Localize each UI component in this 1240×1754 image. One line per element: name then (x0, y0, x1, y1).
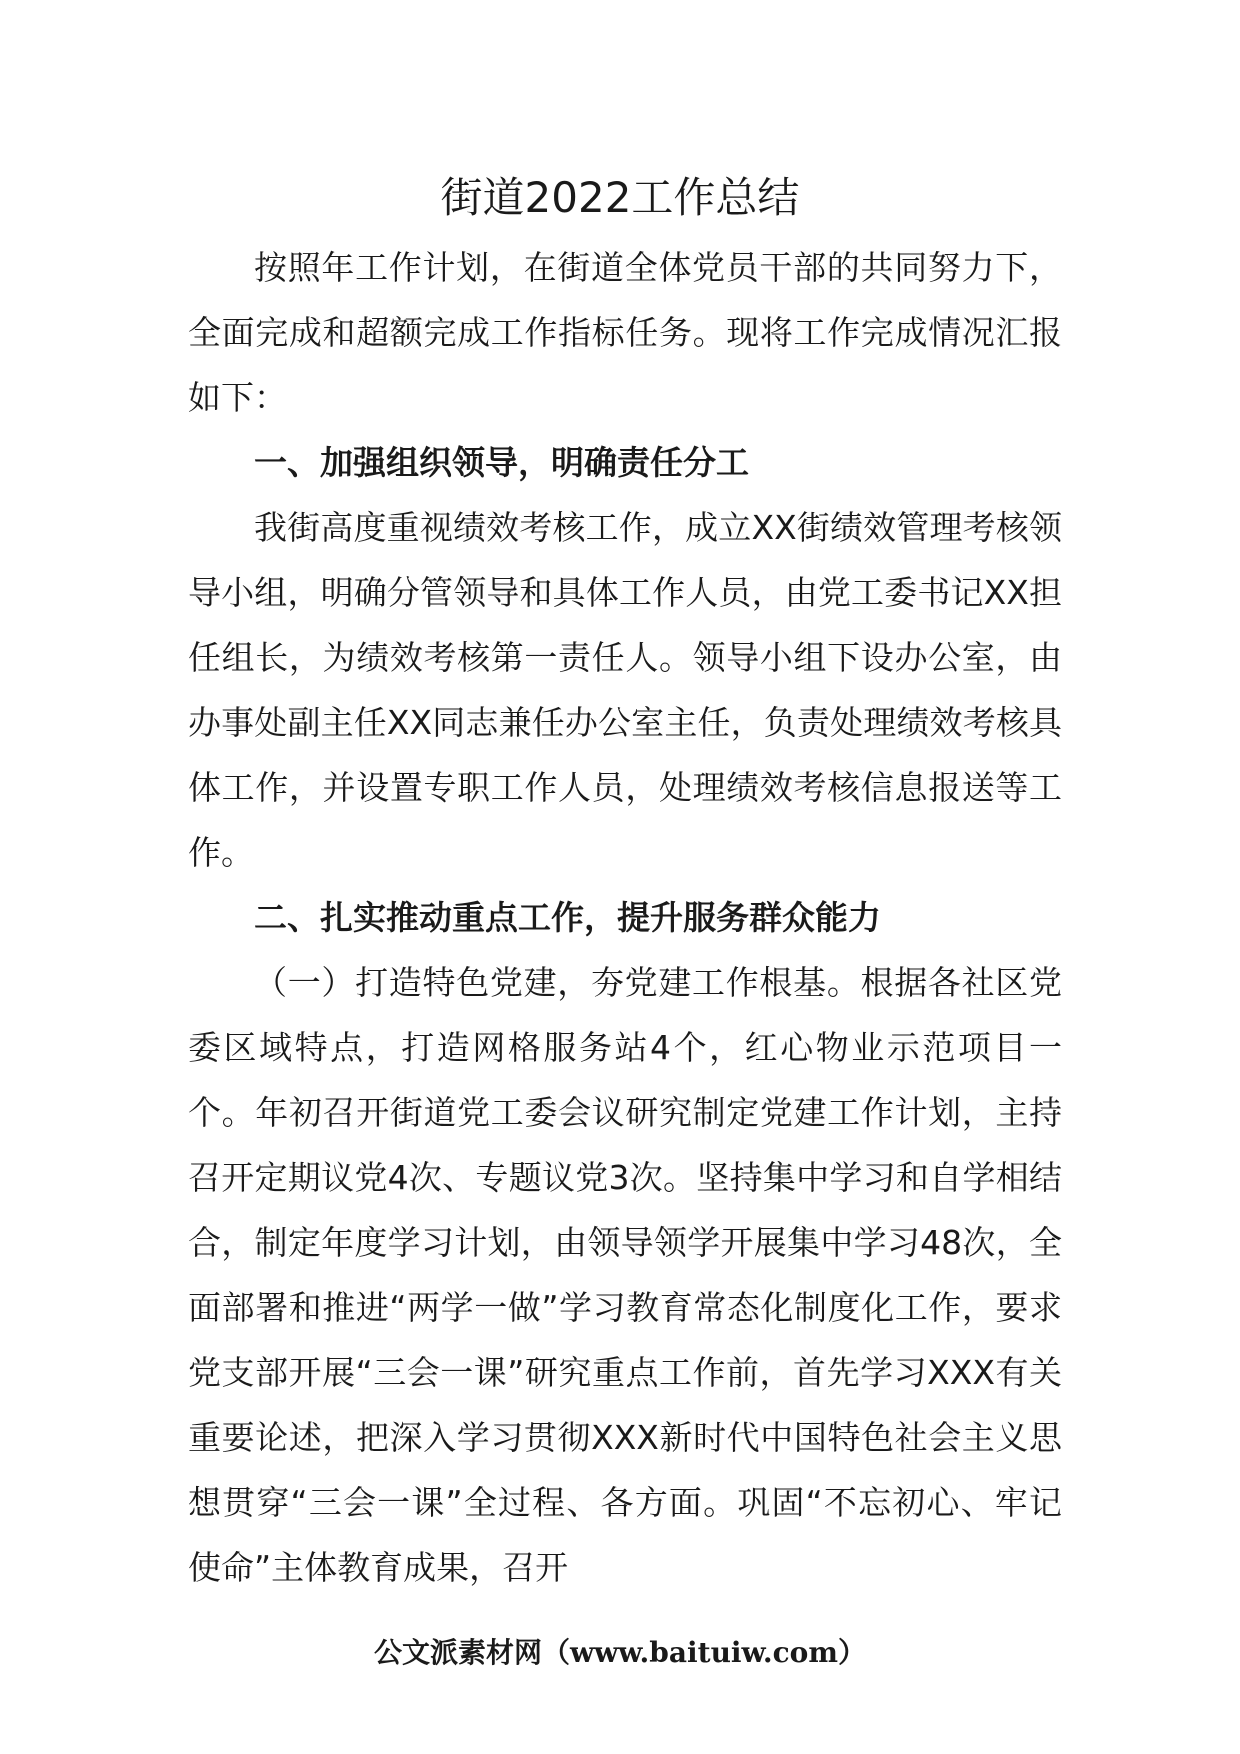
section-heading-2: 二、扎实推动重点工作，提升服务群众能力 (254, 898, 881, 937)
paragraph-section-1: 我街高度重视绩效考核工作，成立XX街绩效管理考核领导小组，明确分管领导和具体工作人员，由党工委书记XX担任组长，为绩效考核第一责任人。领导小组下设办公室，由办事处副主任XX同志兼任办公室主任，负责处理绩效考核具体工作，并设置专职工作人员，处理绩效考核信息报送等工作。 (188, 508, 1062, 872)
section-heading-1: 一、加强组织领导，明确责任分工 (254, 443, 749, 482)
paragraph-section-2-1: （一）打造特色党建，夯党建工作根基。根据各社区党委区域特点，打造网格服务站4个，红心物业示范项目一个。年初召开街道党工委会议研究制定党建工作计划，主持召开定期议党4次、专题议党3次。坚持集中学习和自学相结合，制定年度学习计划，由领导领学开展集中学习48次，全面部署和推进“两学一做”学习教育常态化制度化工作，要求党支部开展“三会一课”研究重点工作前，首先学习XXX有关重要论述，把深入学习贯彻XXX新时代中国特色社会主义思想贯穿“三会一课”全过程、各方面。巩固“不忘初心、牢记使命”主体教育成果，召开 (188, 963, 1062, 1587)
document-body (188, 235, 1062, 1600)
paragraph-intro: 按照年工作计划，在街道全体党员干部的共同努力下，全面完成和超额完成工作指标任务。现将工作完成情况汇报如下： (188, 248, 1062, 417)
footer-watermark: 公文派素材网（www.baituiw.com） (374, 1636, 866, 1669)
document-title: 街道2022工作总结 (440, 173, 800, 222)
